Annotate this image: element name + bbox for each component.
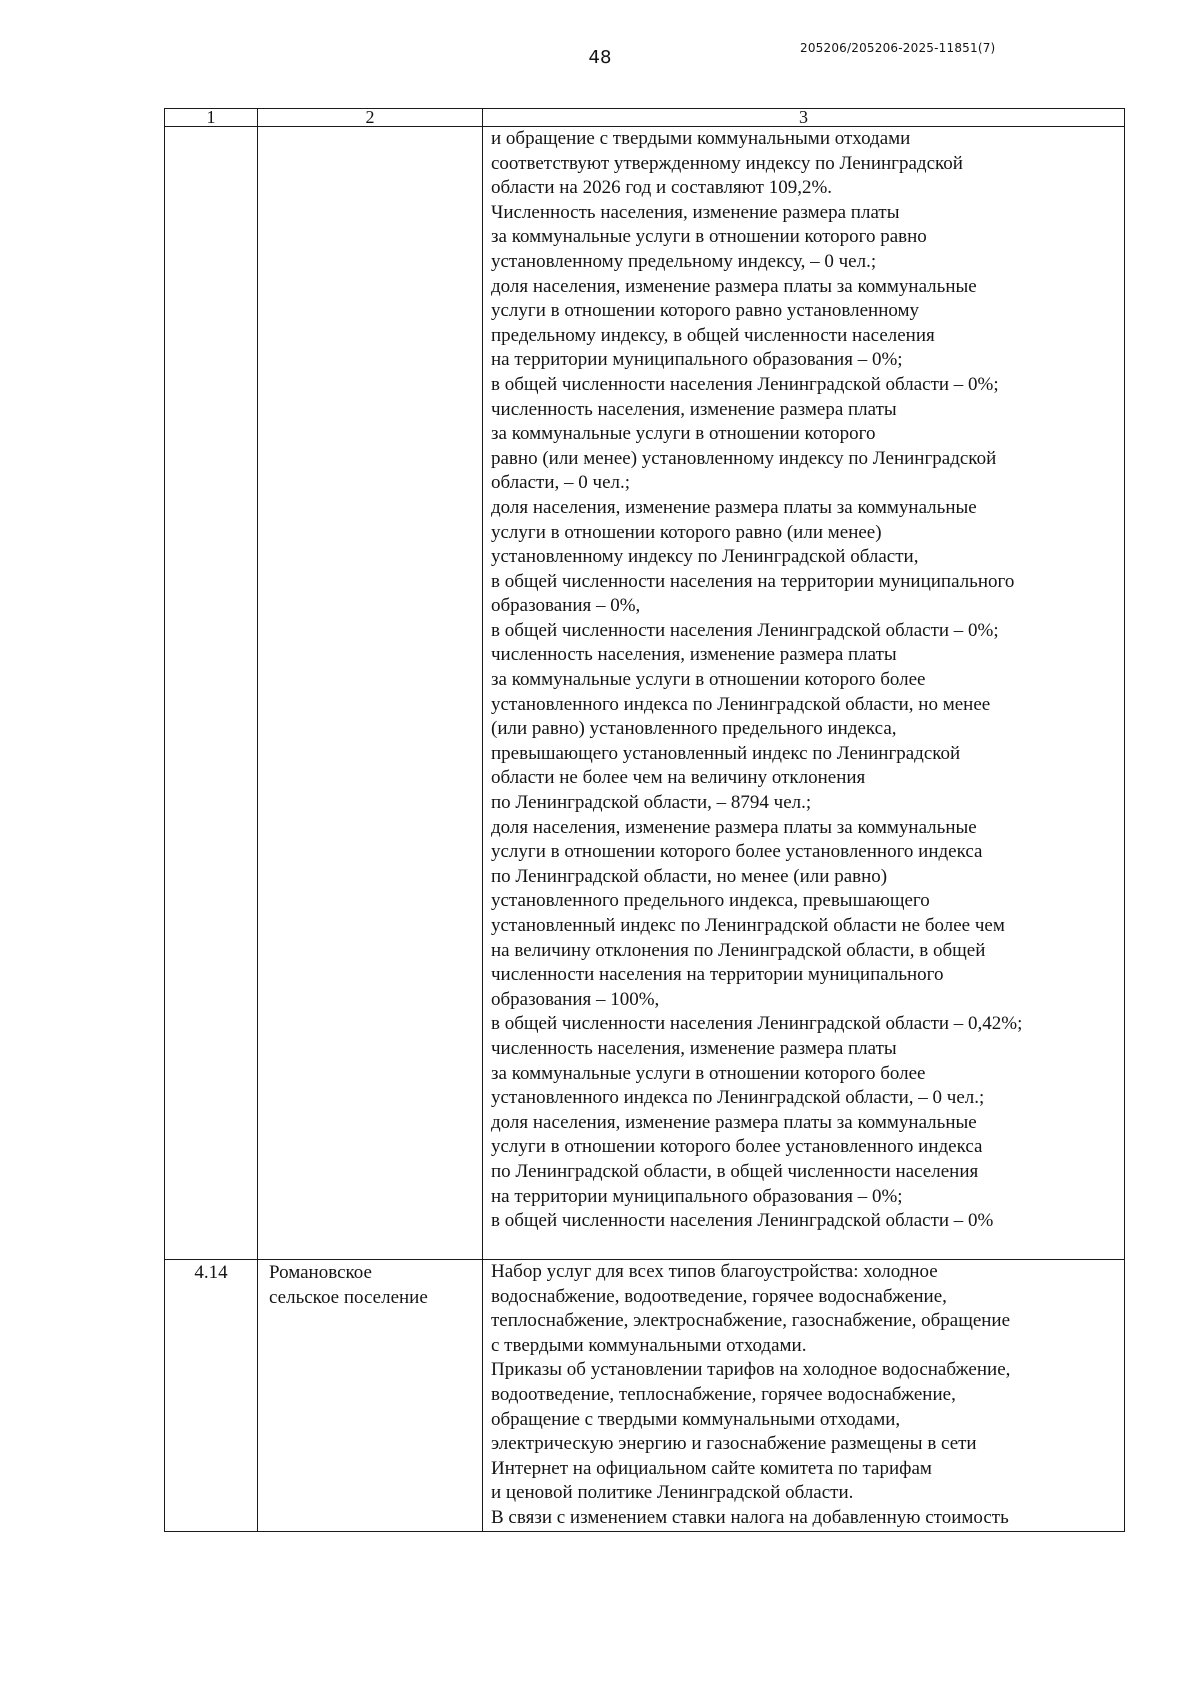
description-line: по Ленинградской области, но менее (или равно) [491, 865, 888, 887]
settlement-name-cell [258, 127, 483, 1260]
description-line: установленному индексу по Ленинградской области, [491, 546, 919, 568]
description-line: соответствуют утвержденному индексу по Ленинградской [491, 152, 963, 174]
description-line: Интернет на официальном сайте комитета по тарифам [491, 1457, 932, 1479]
description-line: численность населения, изменение размера платы [491, 1037, 897, 1059]
description-line: (или равно) установленного предельного индекса, [491, 718, 897, 740]
description-line: за коммунальные услуги в отношении которого более [491, 669, 926, 691]
description-line: электрическую энергию и газоснабжение размещены в сети [491, 1433, 977, 1455]
description-line: равно (или менее) установленному индексу по Ленинградской [491, 447, 997, 469]
description-line: в общей численности населения Ленинградской области – 0%; [491, 619, 999, 641]
description-line: в общей численности населения Ленинградской области – 0,42%; [491, 1013, 1023, 1035]
table-row [165, 1260, 1125, 1532]
document-id: 205206/205206-2025-11851(7) [800, 41, 996, 55]
description-line: области не более чем на величину отклонения [491, 767, 866, 789]
description-line: водоснабжение, водоотведение, горячее водоснабжение, [491, 1285, 947, 1307]
description-line: установленного индекса по Ленинградской области, но менее [491, 693, 991, 715]
description-line: на величину отклонения по Ленинградской области, в общей [491, 939, 986, 961]
description-line: обращение с твердыми коммунальными отходами, [491, 1408, 901, 1430]
description-line: Набор услуг для всех типов благоустройства: холодное [491, 1261, 938, 1282]
page-number: 48 [588, 47, 612, 68]
document-table [164, 108, 1125, 1532]
column-header-3: 3 [483, 109, 1125, 127]
table-header-row [165, 109, 1125, 127]
description-line: установленному предельному индексу, – 0 чел.; [491, 250, 877, 272]
description-line: В связи с изменением ставки налога на добавленную стоимость [491, 1506, 1009, 1528]
description-line: теплоснабжение, электроснабжение, газоснабжение, обращение [491, 1310, 1011, 1332]
description-line: в общей численности населения Ленинградской области – 0% [491, 1210, 994, 1232]
description-line: доля населения, изменение размера платы за коммунальные [491, 816, 977, 838]
description-line: установленного предельного индекса, превышающего [491, 890, 930, 912]
description-line: по Ленинградской области, в общей численности населения [491, 1160, 979, 1182]
description-line: услуги в отношении которого более установленного индекса [491, 1136, 983, 1158]
description-line: области, – 0 чел.; [491, 472, 631, 494]
settlement-name-line: сельское поселение [269, 1286, 428, 1308]
description-line: на территории муниципального образования – 0%; [491, 349, 903, 371]
description-line: доля населения, изменение размера платы за коммунальные [491, 496, 977, 518]
description-line: и обращение с твердыми коммунальными отходами [491, 128, 911, 149]
description-line: на территории муниципального образования – 0%; [491, 1185, 903, 1207]
column-header-1: 1 [165, 109, 258, 127]
description-cell [483, 1260, 1125, 1532]
description-line: доля населения, изменение размера платы за коммунальные [491, 275, 977, 297]
description-line: услуги в отношении которого равно (или менее) [491, 521, 882, 543]
description-line: области на 2026 год и составляют 109,2%. [491, 177, 833, 199]
description-line: Численность населения, изменение размера платы [491, 201, 900, 223]
description-line: за коммунальные услуги в отношении которого равно [491, 226, 927, 248]
column-header-2: 2 [258, 109, 483, 127]
table-row [165, 127, 1125, 1260]
description-line: установленного индекса по Ленинградской области, – 0 чел.; [491, 1087, 985, 1109]
description-line: с твердыми коммунальными отходами. [491, 1334, 807, 1356]
settlement-name-line: Романовское [269, 1262, 372, 1283]
description-line: в общей численности населения на территории муниципального [491, 570, 1015, 592]
description-line: предельному индексу, в общей численности населения [491, 324, 935, 346]
description-line: численность населения, изменение размера платы [491, 398, 897, 420]
description-line: Приказы об установлении тарифов на холодное водоснабжение, [491, 1359, 1011, 1381]
description-line: установленный индекс по Ленинградской области не более чем [491, 915, 1005, 936]
description-line: услуги в отношении которого равно установленному [491, 300, 920, 322]
description-line: по Ленинградской области, – 8794 чел.; [491, 792, 812, 814]
description-line: услуги в отношении которого более установленного индекса [491, 841, 983, 863]
settlement-name-cell [258, 1260, 483, 1532]
description-line: и ценовой политике Ленинградской области. [491, 1482, 854, 1504]
row-number-cell: 4.14 [165, 1260, 258, 1532]
description-line: численности населения на территории муниципального [491, 964, 944, 986]
description-line: за коммунальные услуги в отношении которого [491, 423, 876, 445]
description-line: за коммунальные услуги в отношении которого более [491, 1062, 926, 1084]
description-line: превышающего установленный индекс по Ленинградской [491, 742, 961, 764]
description-cell [483, 127, 1125, 1260]
description-line: доля населения, изменение размера платы за коммунальные [491, 1111, 977, 1133]
description-line: в общей численности населения Ленинградской области – 0%; [491, 373, 999, 395]
description-line: водоотведение, теплоснабжение, горячее водоснабжение, [491, 1383, 956, 1405]
description-line: образования – 0%, [491, 595, 641, 617]
row-number-cell [165, 127, 258, 1260]
description-line: численность населения, изменение размера платы [491, 644, 897, 666]
description-line: образования – 100%, [491, 988, 660, 1010]
